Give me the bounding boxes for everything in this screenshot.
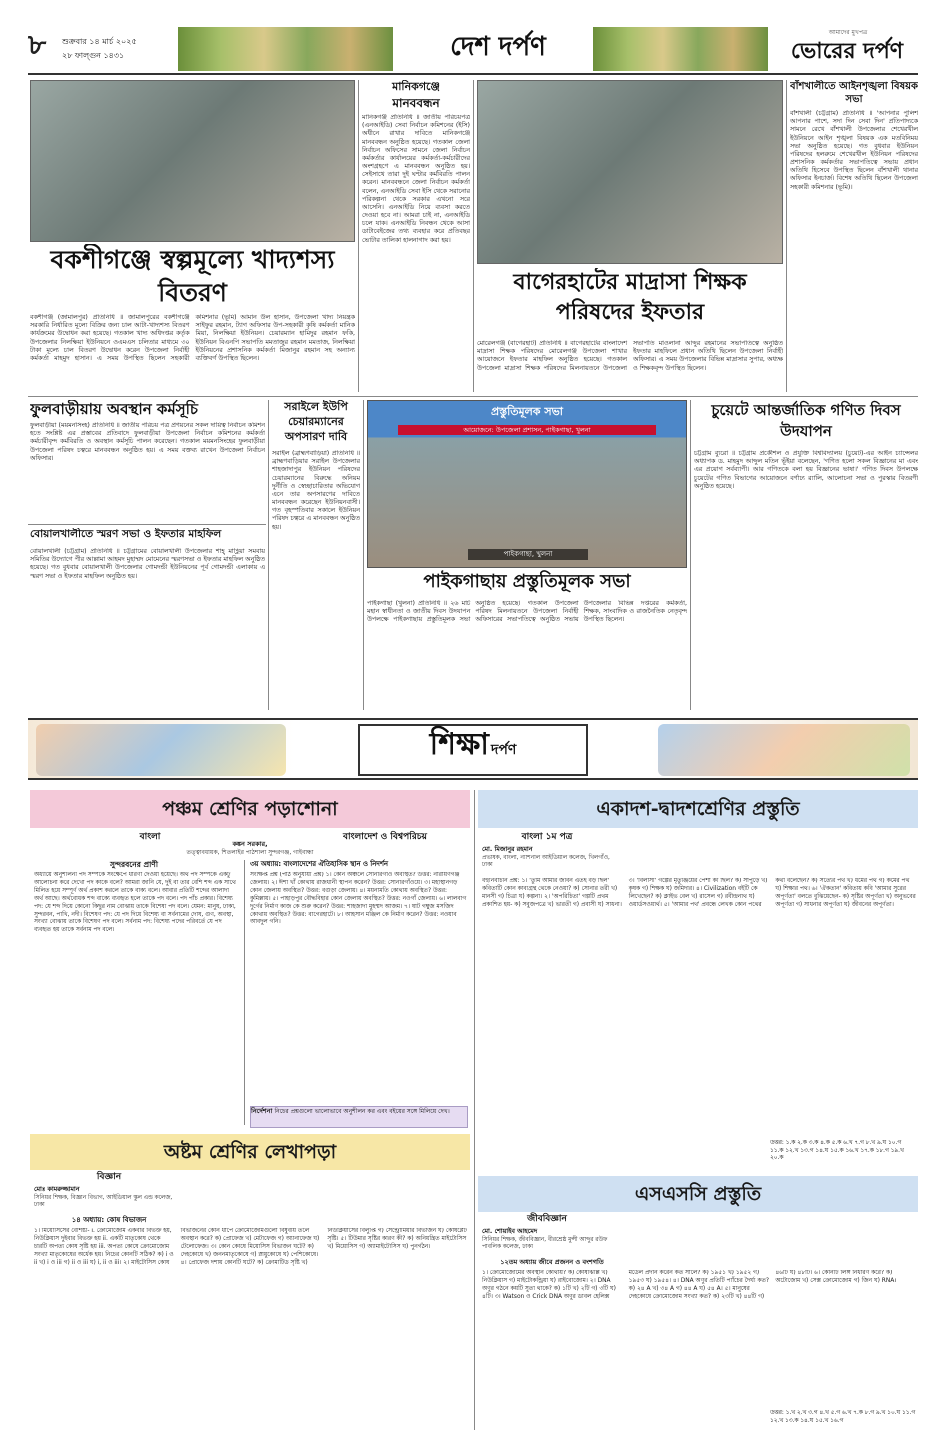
education-banner — [28, 718, 918, 780]
class11-answers: উত্তর: ১.ক ২.ক ৩.ক ৪.ক ৫.ক ৬.খ ৭.গ ৮.খ ৯.ঘ ১০.গ ১১.ক ১২.খ ১৩.গ ১৪.ঘ ১৫.ক ১৬.খ ১৭.ক ১৮.গ ১৯.খ ২০.ক — [770, 1140, 904, 1162]
divider — [28, 524, 266, 525]
class11-author-org: প্রভাষক, বাংলা, ন্যাশনাল আইডিয়াল কলেজ, খিলগাঁও, ঢাকা — [482, 855, 610, 869]
class5-subject-right: বাংলাদেশ ও বিশ্বপরিচয় — [343, 832, 427, 842]
class5-subject-left: বাংলা — [139, 832, 161, 842]
manikganj-body: মানিকগঞ্জ প্রতিনিধি ॥ জাতীয় পরিচয়পত্র (এনআইডি) সেবা নির্বাচন কমিশনের (ইসি) অধীনে রাখার দাবিতে মানিকগঞ্জে মানববন্ধন অনুষ্ঠিত হয়েছে। গতকাল জেলা নির্বাচন অফিসের সামনে জেলা নির্বাচন কর্মকর্তার কার্যালয়ের কর্মকর্তা-কর্মচারীদের অংশগ্রহণে এ মানববন্ধন অনুষ্ঠিত হয়। সেইসাথে তারা দুই ঘণ্টার কর্মবিরতি পালন করেন। মানববন্ধনে জেলা নির্বাচন কর্মকর্তা বলেন, এনআইডি সেবা ইসি থেকে সরানোর পরিকল্পনা থেকে সরকার এখনো সরে আসেনি। এনআইডি নিয়ে ব্যবসা করতে দেওয়া হবে না। আমরা চাই না, এনআইডি চলে যাক। এনআইডি নিবন্ধন থেকে আসা ডাটাবেইজের তথ্য ব্যবহার করে প্রতিবছর ভোটার তালিকা হালনাগাদ করা হয়। — [362, 114, 470, 244]
ssc-chapter: ১২তম অধ্যায় জীবে প্রজনন ও বংশগতি — [500, 1258, 604, 1266]
class5-title: পঞ্চম শ্রেণির পড়াশোনা — [162, 798, 338, 820]
masthead — [28, 25, 918, 75]
bakshiganj-headline: বকশীগঞ্জে স্বল্পমূল্যে খাদ্যশস্য বিতরণ — [50, 245, 335, 307]
boalkhali-headline: বোয়ালখালীতে স্মরণ সভা ও ইফতার মাহফিল — [30, 528, 222, 540]
ssc-author: মো. শোয়াইব আহমেদ — [482, 1228, 538, 1235]
divider — [786, 80, 787, 392]
fulbaria-body: ফুলবাড়ীয়া (ময়মনসিংহ) প্রতিনিধি ॥ জাতীয় পরিচয় পত্র প্রণয়নের সকল দায়িত্ব নির্বাচন কমিশন হতে সংশ্লিষ্ট এর প্রস্তাবের প্রতিবাদে ফুলবাড়ীয়া উপজেলা নির্বাচন কমিশনের কর্মকর্তা কর্মচারীবৃন্দ কর্মবিরতি ও অবস্থান কর্মসূচি পালন করেছেন। গতকাল ময়মনসিংহের ফুলবাড়ীয়া উপজেলা পরিষদ চত্বরে মানববন্ধন অনুষ্ঠিত হয়। এ সময় বক্তব্য রাখেন উপজেলা নির্বাচন অফিসার। — [30, 422, 265, 462]
paper-name: ভোরের দর্পণ — [790, 38, 904, 64]
masthead-photo-strip-right — [593, 27, 768, 71]
ssc-header — [478, 1176, 918, 1212]
divider — [244, 860, 245, 1125]
bakshiganj-photo — [30, 80, 355, 242]
manikganj-kicker: মানিকগঞ্জে — [392, 80, 440, 93]
class8-author: মোঃ কামরুজ্জামান — [34, 1186, 80, 1193]
boalkhali-body: বোয়ালখালী (চট্টগ্রাম) প্রতিনিধি ॥ চট্টগ্রামের বোয়ালখালী উপজেলার শাহ্ মাহ্লিয়া সমবায় সমিতির উদ্যোগে পীর আল্লামা আহমদ মুহাম্মদ মোমেনের স্মরণসভা ও ইফতার মাহফিল অনুষ্ঠিত হয়েছে। গত বুধবার বোয়ালখালী উপজেলার গোমদন্ডী ইউনিয়নের পূর্ব গোমদন্ডী এলাকায় এ স্মরণ সভা ও ইফতার মাহফিল অনুষ্ঠিত হয়। — [30, 548, 265, 580]
ssc-author-org: সিনিয়র শিক্ষক, জীববিজ্ঞান, বীরশ্রেষ্ঠ মুন্সী আব্দুর রউফ পাবলিক কলেজ, ঢাকা — [482, 1237, 608, 1251]
divider — [28, 396, 918, 397]
bagerhat-body: মোরেলগঞ্জ (বাগেরহাট) প্রতিনিধি ॥ বাগেরহাটের বাংলাদেশ মাদ্রাসা শিক্ষক পরিষদের মোরেলগঞ্জ উপজেলা শাখার আয়োজনে ইফতার মাহফিল অনুষ্ঠিত হয়েছে। গতকাল উপজেলা মাদ্রাসা শিক্ষক পরিষদের মিলনায়তনে উপজেলা সভাপতি মাওলানা আব্দুর রহমানের সভাপতিত্বে অনুষ্ঠিত ইফতার মাহফিলে প্রধান অতিথি ছিলেন উপজেলা নির্বাহী অফিসার। এ সময় উপজেলার বিভিন্ন মাদ্রাসার সুপার, অধ্যক্ষ ও শিক্ষকবৃন্দ উপস্থিত ছিলেন। — [477, 340, 783, 372]
ssc-title: এসএসসি প্রস্তুতি — [634, 1183, 762, 1205]
ssc-subject: জীববিজ্ঞান — [527, 1214, 567, 1224]
class8-body: ১। মিয়োসিসের বৈশিষ্ট্য- i. ক্রোমোজোম একবার বিভক্ত হয়, নিউক্লিয়াস দুইবার বিভক্ত হয় ii. একটি মাতৃকোষ থেকে চারটি অপত্য কোষ সৃষ্টি হয় iii. অপত্য কোষে ক্রোমোজোম সংখ্যা মাতৃকোষের অর্ধেক হয়। নিচের কোনটি সঠিক? ক) i ও ii খ) i ও iii গ) ii ও iii ঘ) i, ii ও iii। ২। মাইটোসিস কোষ বিভাজনের কোন ধাপে ক্রোমোজোমগুলো বিষুবীয় তলে অবস্থান করে? ক) প্রোফেজ খ) মেটাফেজ গ) অ্যানাফেজ ঘ) টেলোফেজ। ৩। কোন কোষে মিয়োসিস বিভাজন ঘটে? ক) দেহকোষে খ) জননমাতৃকোষে গ) স্নায়ুকোষে ঘ) পেশিকোষে। ৪। প্রোফেজ দশায় কোনটি ঘটে? ক) ক্রোমাটিড সৃষ্টি খ) নিউক্লিয়াসের বিলুপ্তি গ) সেন্ট্রোমিয়ার বিভাজন ঘ) কোষপ্লেট সৃষ্টি। ৫। টিউমার সৃষ্টির কারণ কী? ক) অনিয়ন্ত্রিত মাইটোসিস খ) মিয়োসিস গ) অ্যামাইটোসিস ঘ) পুনর্গঠন। — [34, 1228, 467, 1266]
masthead-photo-strip-left — [178, 27, 393, 71]
paikgachha-headline: পাইকগাছায় প্রস্তুতিমূলক সভা — [423, 571, 631, 592]
class11-author: মো. মিজানুর রহমান — [482, 846, 533, 853]
date-line-2: ২৮ ফাল্গুন ১৪৩১ — [62, 51, 125, 60]
chuet-body: চট্টগ্রাম ব্যুরো ॥ চট্টগ্রাম প্রকৌশল ও প্রযুক্তি বিশ্ববিদ্যালয় (চুয়েট)-এর আইন চ্যান্সেলর অধ্যাপক ড. মাহমুদ আব্দুল মতিন ভূঁইয়া বলেছেন, 'গণিত হলো সকল বিজ্ঞানের মা এবং এর প্রয়োগ সর্বব্যাপী। আর গণিতকে বলা হয় বিজ্ঞানের ভাষা।' গণিত দিবস উপলক্ষে চুয়েটের গণিত বিভাগের আয়োজনে বর্ণাঢ্য র‍্যালি, আলোচনা সভা ও পুরস্কার বিতরণী অনুষ্ঠিত হয়েছে। — [694, 450, 918, 490]
banshkhali-headline: বাঁশখালীতে আইনশৃঙ্খলা বিষয়ক সভা — [790, 81, 918, 105]
ssc-body: ১। ক্রোমোজোমের অবস্থান কোথায়? ক) কোষঝিল্লি খ) নিউক্লিয়াস গ) মাইটোকন্ড্রিয়া ঘ) রাইবোজোম। ২। DNA অণুর গঠনে কয়টি সুতা থাকে? ক) ১টি খ) ২টি গ) ৩টি ঘ) ৪টি। ৩। Watson ও Crick DNA অণুর ডাবল হেলিক্স মডেল প্রদান করেন কত সালে? ক) ১৯৫১ খ) ১৯৫২ গ) ১৯৫৩ ঘ) ১৯৫৪। ৪। DNA অণুর প্রতিটি প্যাঁচের দৈর্ঘ্য কত? ক) ২৪ A খ) ৩৪ A গ) ৪৪ A ঘ) ৫৪ A। ৫। মানুষের দেহকোষে ক্রোমোজোম সংখ্যা কত? ক) ২৩টি খ) ৪৪টি গ) ৪৬টি ঘ) ৪৮টি। ৬। কোনটি লিঙ্গ নির্ধারণ করে? ক) অটোজোম খ) সেক্স ক্রোমোজোম গ) জিন ঘ) RNA। — [482, 1270, 897, 1300]
paper-tagline: আমাদের মুখপত্র — [828, 29, 868, 36]
date-line-1: শুক্রবার ১৪ মার্চ ২০২৫ — [62, 37, 137, 46]
divider — [268, 400, 269, 710]
class5-chapter-left: সুন্দরবনের প্রাণী — [110, 860, 158, 869]
divider — [358, 80, 359, 392]
class8-chapter: ১৪ অধ্যায়: কোষ বিভাজন — [71, 1216, 147, 1224]
manikganj-headline: মানববন্ধন — [392, 96, 440, 110]
divider — [473, 80, 474, 392]
education-banner-subword: দর্পণ — [491, 742, 517, 758]
students-illustration-left — [36, 724, 286, 776]
chuet-headline: চুয়েটে আন্তর্জাতিক গণিত দিবস উদযাপন — [711, 401, 901, 440]
class5-author-org: তত্ত্বাবধায়ক, শিতলাইর পাঠশালা সুন্দরগঞ্জ, গাইবান্ধা — [186, 849, 314, 856]
paikgachha-body: পাইকগাছা (খুলনা) প্রতিনিধি ॥ ২৬ মার্চ মহান স্বাধীনতা ও জাতীয় দিবস উদযাপন উপলক্ষে পাইকগাছায় প্রস্তুতিমূলক সভা অনুষ্ঠিত হয়েছে। গতকাল উপজেলা পরিষদ মিলনায়তনে উপজেলা নির্বাহী অফিসারের সভাপতিত্বে অনুষ্ঠিত সভায় উপজেলার বিভিন্ন দপ্তরের কর্মকর্তা, শিক্ষক, সাংবাদিক ও রাজনৈতিক নেতৃবৃন্দ উপস্থিত ছিলেন। — [367, 600, 687, 624]
class11-title: একাদশ-দ্বাদশশ্রেণির প্রস্তুতি — [596, 798, 800, 820]
paikgachha-photo — [367, 400, 687, 568]
paikgachha-photo-caption: পাইকগাছা, খুলনা — [468, 549, 588, 560]
class5-chapter-right: ৩য় অধ্যায়: বাংলাদেশের ঐতিহাসিক স্থান ও নিদর্শন — [250, 860, 388, 868]
fulbaria-headline: ফুলবাড়ীয়ায় অবস্থান কর্মসূচি — [30, 400, 198, 418]
class5-header — [30, 790, 470, 828]
students-illustration-right — [658, 724, 910, 776]
bagerhat-headline: বাগেরহাটের মাদ্রাসা শিক্ষক পরিষদের ইফতার — [513, 269, 747, 325]
class5-note-label: নির্দেশনা — [251, 1107, 273, 1115]
class5-note: নিচের প্রশ্নগুলো ভালোভাবে অনুশীলন কর এবং বইয়ের সঙ্গে মিলিয়ে দেখ। — [274, 1108, 450, 1115]
education-banner-word: শিক্ষা — [429, 727, 489, 762]
divider — [474, 790, 475, 1430]
bakshiganj-body: বকশীগঞ্জ (জামালপুর) প্রতিনিধি ॥ জামালপুরের বকশীগঞ্জে সরকারি নির্ধারিত মূল্যে বিক্রির জন্য চাল আটা-খাদ্যশস্য বিতরণ কার্যক্রমের উদ্বোধন করা হয়েছে। গতকাল খাদ্য অধিদপ্তর কর্তৃক উপজেলার নিলক্ষিয়া ইউনিয়নে ওএমএস চলিতার মাধ্যমে ৩০ টাকা মূল্যে চাল বিতরণ উদ্বোধন করেন উপজেলা নির্বাহী কর্মকর্তা মাহমুদ হাসান। এ সময় উপস্থিত ছিলেন সহকারী কমিশনার (ভূমি) আমান উল হাসান, উপজেলা খাদ্য নিয়ন্ত্রক সাইফুর রহমান, ট্যাগ অফিসার উপ-সহকারী কৃষি কর্মকর্তা মানিক মিয়া, নিলক্ষিয়া ইউনিয়ন। চেয়ারম্যান হামিদুর রহমান ফকি, ইউনিয়ন বিএনপি সভাপতি মমতাজুর রহমান মমতাজ, নিলক্ষিয়া ইউনিয়নের প্রশাসনিক কর্মকর্তা মিজানুর রহমান সহ অন্যান্য ব্যক্তিবর্গ উপস্থিত ছিলেন। — [30, 314, 355, 362]
bagerhat-photo — [477, 80, 783, 264]
class8-author-org: সিনিয়র শিক্ষক, বিজ্ঞান বিভাগ, আইডিয়াল স্কুল এন্ড কলেজ, ঢাকা — [34, 1195, 173, 1209]
ssc-answers: উত্তর: ১.খ ২.খ ৩.গ ৪.খ ৫.গ ৬.খ ৭.ক ৮.গ ৯.খ ১০.ঘ ১১.গ ১২.খ ১৩.ক ১৪.ঘ ১৫.খ ১৬.গ — [770, 1410, 916, 1424]
paikgachha-banner-org: আয়োজনে: উপজেলা প্রশাসন, পাইকগাছা, খুলনা — [398, 425, 656, 435]
class5-body-left: অধ্যায়ে অনুশীলনী পদ সম্পর্কে সংক্ষেপে ধারণা দেওয়া হয়েছে। অর্থ পদ সম্পর্কে একটু আলোচনা করে দেখো পদ কাকে বলে? আমরা জানি যে, দুই বা তার বেশি শব্দ এক সাথে মিলিত হয়ে সম্পূর্ণ অর্থ প্রকাশ করলে তাকে বাক্য বলে। আবার প্রতিটি শব্দের আলাদা অর্থ আছে। অর্থবোধক শব্দ বাক্যে ব্যবহৃত হলে তাকে পদ বলে। পদ পাঁচ প্রকার। বিশেষ্য পদ: যে শব্দ দিয়ে কোনো কিছুর নাম বোঝায় তাকে বিশেষ্য পদ বলে। যেমন: মানুষ, ঢাকা, সুন্দরবন, পাখি, নদী। বিশেষণ পদ: যে পদ দিয়ে বিশেষ্য বা সর্বনামের দোষ, গুণ, অবস্থা, সংখ্যা বোঝায় তাকে বিশেষণ পদ বলে। সর্বনাম পদ: বিশেষ্য পদের পরিবর্তে যে পদ ব্যবহৃত হয় তাকে সর্বনাম পদ বলে। — [34, 872, 236, 934]
class8-subject: বিজ্ঞান — [96, 1172, 122, 1182]
divider — [690, 400, 691, 710]
class11-body: বহুনির্বাচনি প্রশ্ন: ১। 'তুমি আমার জীবন এতই বড় ছিল' কবিতাটি কোন কাব্যগ্রন্থ থেকে নেওয়া? ক) সোনার তরী খ) মানসী গ) চিত্রা ঘ) কল্পনা। ২। 'অপরিচিতা' গল্পটি প্রথম প্রকাশিত হয়- ক) সবুজপত্রে খ) ভারতী গ) প্রবাসী ঘ) সাধনা। ৩। 'বিলাসী' গল্পের মৃত্যুঞ্জয়ের পেশা কী ছিল? ক) সাপুড়ে খ) কৃষক গ) শিক্ষক ঘ) জমিদার। ৪। Civilization বইটি কে লিখেছেন? ক) ক্লাইভ বেল খ) রাসেল গ) রবীন্দ্রনাথ ঘ) ওয়ার্ডসওয়ার্থ। ৫। 'আমার পথ' প্রবন্ধে লেখক কোন পথের কথা বলেছেন? ক) সত্যের পথ খ) ধর্মের পথ গ) কর্মের পথ ঘ) শিক্ষার পথ। ৬। 'ঐকতান' কবিতায় কবি 'আমার সুরের অপূর্ণতা' বলতে বুঝিয়েছেন- ক) সৃষ্টির অপূর্ণতা খ) অনুভবের অপূর্ণতা গ) সাধনার অপূর্ণতা ঘ) জীবনের অপূর্ণতা। — [482, 878, 916, 908]
class8-header — [30, 1134, 470, 1170]
class5-note-box — [250, 1106, 468, 1128]
class11-header — [478, 790, 918, 828]
banshkhali-body: বাঁশখালী (চট্টগ্রাম) প্রতিনিধি ॥ 'আপনার পুলিশ আপনার পাশে, সদা দিন সেবা দিন' প্রতিপাদ্যকে সামনে রেখে বাঁশখালী উপজেলার শেখেরখীল ইউনিয়নে আইন শৃঙ্খলা বিষয়ক এক মতবিনিময় সভা অনুষ্ঠিত হয়েছে। গত বুধবার ইউনিয়ন পরিষদের হলরুমে শেখেরখীল ইউনিয়ন পরিষদের প্রশাসনিক কর্মকর্তার সভাপতিত্বে সভায় প্রধান অতিথি হিসেবে উপস্থিত ছিলেন বাঁশখালী থানার অফিসার ইনচার্জ। বিশেষ অতিথি ছিলেন উপজেলা সহকারী কমিশনার (ভূমি)। — [790, 110, 918, 191]
class8-title: অষ্টম শ্রেণির লেখাপড়া — [163, 1141, 337, 1163]
education-banner-title — [358, 724, 588, 776]
class11-subject: বাংলা ১ম পত্র — [521, 832, 573, 842]
sarail-headline: সরাইলে ইউপি চেয়ারম্যানের অপসারণ দাবি — [284, 400, 348, 443]
paikgachha-banner-title: প্রস্তুতিমূলক সভা — [490, 405, 563, 418]
class5-author: কঙ্কন সরকার, — [232, 840, 268, 848]
section-title: দেশ দর্পণ — [450, 32, 546, 62]
class5-body-right: সংক্ষিপ্ত প্রশ্ন (পাঠ অনুযায়ী প্রশ্ন) ১। কোন অঞ্চলে সোনারগাঁও অবস্থিত? উত্তর: নারায়ণগঞ্জ জেলায়। ২। ঈশা খাঁ কোথায় রাজধানী স্থাপন করেন? উত্তর: সোনারগাঁওয়ে। ৩। মহাস্থানগড় কোন জেলায় অবস্থিত? উত্তর: বগুড়া জেলায়। ৪। ময়নামতি কোথায় অবস্থিত? উত্তর: কুমিল্লায়। ৫। পাহাড়পুর বৌদ্ধবিহার কোন জেলায় অবস্থিত? উত্তর: নওগাঁ জেলায়। ৬। লালবাগ দুর্গের নির্মাণ কাজ কে শুরু করেন? উত্তর: শাহজাদা মুহম্মদ আজম। ৭। ষাট গম্বুজ মসজিদ কোথায় অবস্থিত? উত্তর: বাগেরহাটে। ৮। আহসান মঞ্জিল কে নির্মাণ করেন? উত্তর: নওয়াব আবদুল গনি। — [250, 872, 467, 926]
page-number: ৮ — [28, 28, 47, 61]
divider — [363, 400, 364, 710]
sarail-body: সরাইল (ব্রাহ্মণবাড়িয়া) প্রতিনিধি ॥ ব্রাহ্মণবাড়িয়ার সরাইল উপজেলার শাহজাদাপুর ইউনিয়ন পরিষদের চেয়ারম্যানের বিরুদ্ধে অনিয়ম দুর্নীতি ও স্বেচ্ছাচারিতার অভিযোগ এনে তার অপসারণের দাবিতে মানববন্ধন করেছেন ইউনিয়নবাসী। গত বৃহস্পতিবার সকালে ইউনিয়ন পরিষদ চত্বরে এ মানববন্ধন অনুষ্ঠিত হয়। — [272, 450, 360, 531]
